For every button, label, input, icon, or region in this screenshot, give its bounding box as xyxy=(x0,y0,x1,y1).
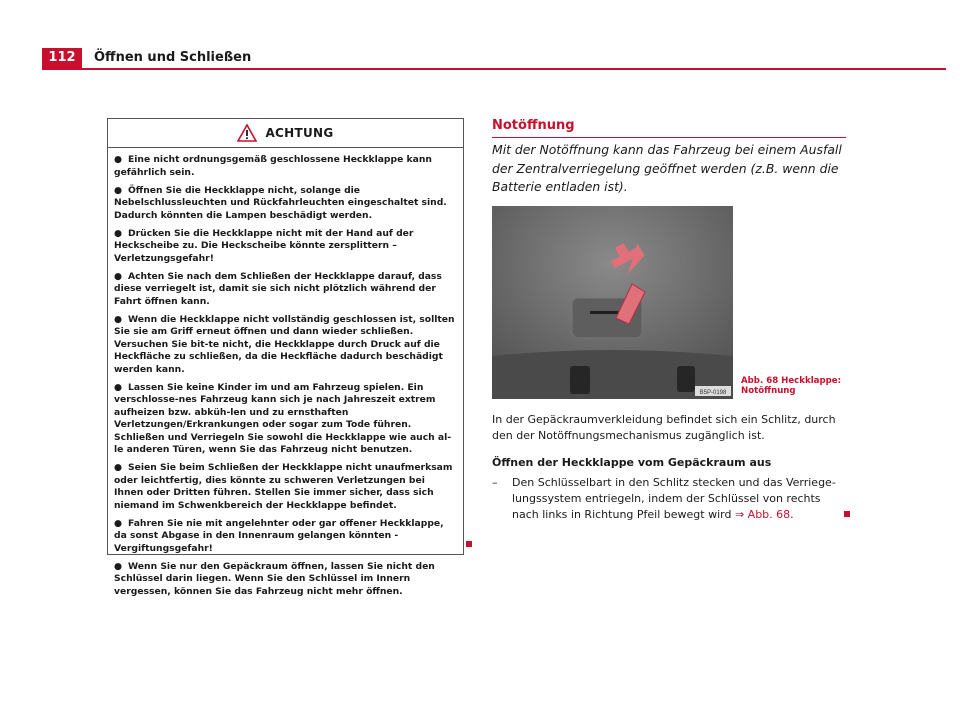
tailgate-illustration xyxy=(492,206,733,399)
warning-title: ACHTUNG xyxy=(265,126,334,140)
warning-item: ● Lassen Sie keine Kinder im und am Fahrzeug spielen. Ein verschlosse-nes Fahrzeug kann sich je nach Jahreszeit extrem aufheizen bzw. abküh-len und zu ernsthaften Verletzungen/Erkrankungen oder sogar zum Tode führen. Schließen und Verriegeln Sie sowohl die Heckklappe wie auch al-le anderen Türen, wenn Sie das Fahrzeug nicht benutzen. xyxy=(114,381,452,455)
section-end-marker xyxy=(466,541,472,547)
figure-code: B5P-0198 xyxy=(699,390,727,396)
warning-item: ● Drücken Sie die Heckklappe nicht mit der Hand auf der Heckscheibe zu. Die Heckscheibe könnte zersplittern – Verletzungsgefahr! xyxy=(114,227,414,264)
step-item: – Den Schlüsselbart in den Schlitz stecken und das Verriege-lungssystem entriegeln, indem der Schlüssel von rechts nach links in Richtung Pfeil bewegt wird ⇒ Abb. 68. xyxy=(492,476,836,521)
page-number: 112 xyxy=(42,48,82,68)
warning-item: ● Wenn Sie nur den Gepäckraum öffnen, lassen Sie nicht den Schlüssel darin liegen. Wenn Sie den Schlüssel im Innern vergessen, können Sie das Fahrzeug nicht mehr öffnen. xyxy=(114,560,435,597)
figure-caption: Abb. 68 Heckklappe: Notöffnung xyxy=(741,376,842,396)
warning-item: ● Fahren Sie nie mit angelehnter oder gar offener Heckklappe, da sonst Abgase in den Innenraum gelangen könnten - Vergiftungsgefahr! xyxy=(114,517,444,554)
warning-item: ● Öffnen Sie die Heckklappe nicht, solange die Nebelschlussleuchten und Rückfahrleuchten eingeschaltet sind. Dadurch könnten die Lampen beschädigt werden. xyxy=(114,184,447,221)
warning-list xyxy=(108,148,463,598)
warning-header xyxy=(108,119,463,148)
warning-triangle-icon xyxy=(237,124,257,142)
chapter-title: Öffnen und Schließen xyxy=(94,50,252,65)
figure-tailgate-emergency xyxy=(492,206,733,399)
warning-item: ● Eine nicht ordnungsgemäß geschlossene Heckklappe kann gefährlich sein. xyxy=(114,154,432,178)
warning-item: ● Seien Sie beim Schließen der Heckklappe nicht unaufmerksam oder leichtfertig, dies könnte zu schweren Verletzungen bei Ihnen oder Dritten führen. Stellen Sie immer sicher, dass sich niemand im Schwenkbereich der Heckklappe befindet. xyxy=(114,462,453,511)
section-intro: Mit der Notöffnung kann das Fahrzeug bei einem Ausfall der Zentralverriegelung geöffnet werden (z.B. wenn die Batterie entladen ist). xyxy=(492,142,842,194)
body-paragraph: In der Gepäckraumverkleidung befindet sich ein Schlitz, durch den der Notöffnungsmechanismus zugänglich ist. xyxy=(492,413,836,442)
warning-item: ● Achten Sie nach dem Schließen der Heckklappe darauf, dass diese verriegelt ist, damit sie sich nicht plötzlich während der Fahrt öffnen kann. xyxy=(114,270,442,307)
figure-reference-link[interactable]: ⇒ Abb. 68 xyxy=(734,508,791,521)
subheading: Öffnen der Heckklappe vom Gepäckraum aus xyxy=(492,456,772,469)
warning-item: ● Wenn die Heckklappe nicht vollständig geschlossen ist, sollten Sie sie am Griff erneut öffnen und dann wieder schließen. Versuchen Sie bit-te nicht, die Heckklappe durch Druck auf die Heckfläche zu schließen, da die Heckfläche dadurch beschädigt werden kann. xyxy=(114,313,455,375)
section-title: Notöffnung xyxy=(492,118,846,138)
section-end-marker xyxy=(844,511,850,517)
warning-box xyxy=(107,118,464,597)
